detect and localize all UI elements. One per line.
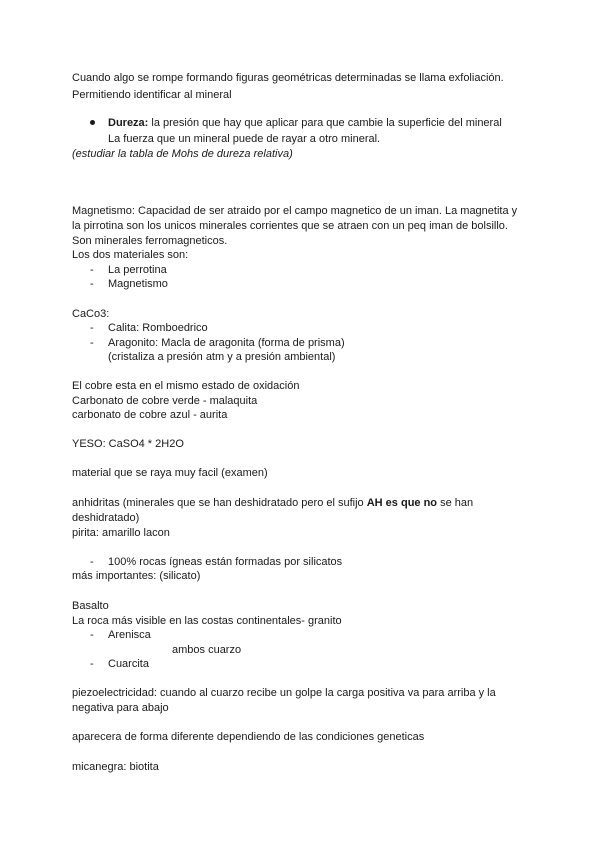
text-span: anhidritas (minerales que se han deshidratado pero el sufijo — [72, 497, 367, 509]
text-line: (cristaliza a presión atm y a presión ambiental) — [108, 351, 336, 363]
list-dash: - — [90, 278, 94, 290]
bullet-item-dureza — [108, 116, 502, 130]
text-line: La roca más visible en las costas continentales- granito — [72, 615, 342, 627]
list-item: Cuarcita — [108, 658, 149, 670]
list-dash: - — [90, 337, 94, 349]
list-item: Arenisca — [108, 629, 151, 641]
text-line: Permitiendo identificar al mineral — [72, 89, 232, 101]
list-item: La perrotina — [108, 264, 167, 276]
text-line: aparecera de forma diferente dependiendo de las condiciones geneticas — [72, 731, 425, 743]
text-line: piezoelectricidad: cuando al cuarzo recibe un golpe la carga positiva va para arriba y la — [72, 687, 496, 699]
text-line: más importantes: (silicato) — [72, 570, 201, 582]
list-item: Calita: Romboedrico — [108, 322, 208, 334]
text-line: micanegra: biotita — [72, 761, 159, 773]
text-line: La fuerza que un mineral puede de rayar a otro mineral. — [108, 133, 381, 145]
text-line: ambos cuarzo — [172, 644, 242, 656]
text-span: la presión que hay que aplicar para que cambie la superficie del mineral — [148, 117, 502, 129]
note-line: (estudiar la tabla de Mohs de dureza relativa) — [72, 148, 293, 160]
list-item: Magnetismo — [108, 278, 168, 290]
text-line: la pirrotina son los unicos minerales corrientes que se atraen con un peq iman de bolsillo. — [72, 220, 508, 232]
text-line: deshidratado) — [72, 512, 140, 524]
list-dash: - — [90, 264, 94, 276]
bullet-dot — [90, 120, 95, 125]
list-dash: - — [90, 322, 94, 334]
text-line: negativa para abajo — [72, 702, 169, 714]
text-line: Carbonato de cobre verde - malaquita — [72, 395, 258, 407]
text-span: se han — [437, 497, 474, 509]
text-line: material que se raya muy facil (examen) — [72, 467, 268, 479]
list-item: 100% rocas ígneas están formadas por silicatos — [108, 556, 343, 568]
bold-term: Dureza: — [108, 117, 149, 129]
text-line: YESO: CaSO4 * 2H2O — [72, 438, 184, 450]
text-line: El cobre esta en el mismo estado de oxidación — [72, 380, 300, 392]
text-line: CaCo3: — [72, 308, 110, 320]
text-line: Los dos materiales son: — [72, 249, 189, 261]
bold-term: AH es que no — [366, 497, 438, 509]
list-dash: - — [90, 658, 94, 670]
list-dash: - — [90, 629, 94, 641]
text-line: carbonato de cobre azul - aurita — [72, 409, 228, 421]
text-line — [72, 496, 473, 510]
text-line: Son minerales ferromagneticos. — [72, 235, 228, 247]
text-line: Magnetismo: Capacidad de ser atraido por el campo magnetico de un iman. La magnetita y — [72, 205, 518, 217]
list-dash: - — [90, 556, 94, 568]
list-item: Aragonito: Macla de aragonita (forma de prisma) — [108, 337, 345, 349]
text-line: Cuando algo se rompe formando figuras geométricas determinadas se llama exfoliación. — [72, 72, 504, 84]
text-line: pirita: amarillo lacon — [72, 527, 170, 539]
text-line: Basalto — [72, 600, 109, 612]
